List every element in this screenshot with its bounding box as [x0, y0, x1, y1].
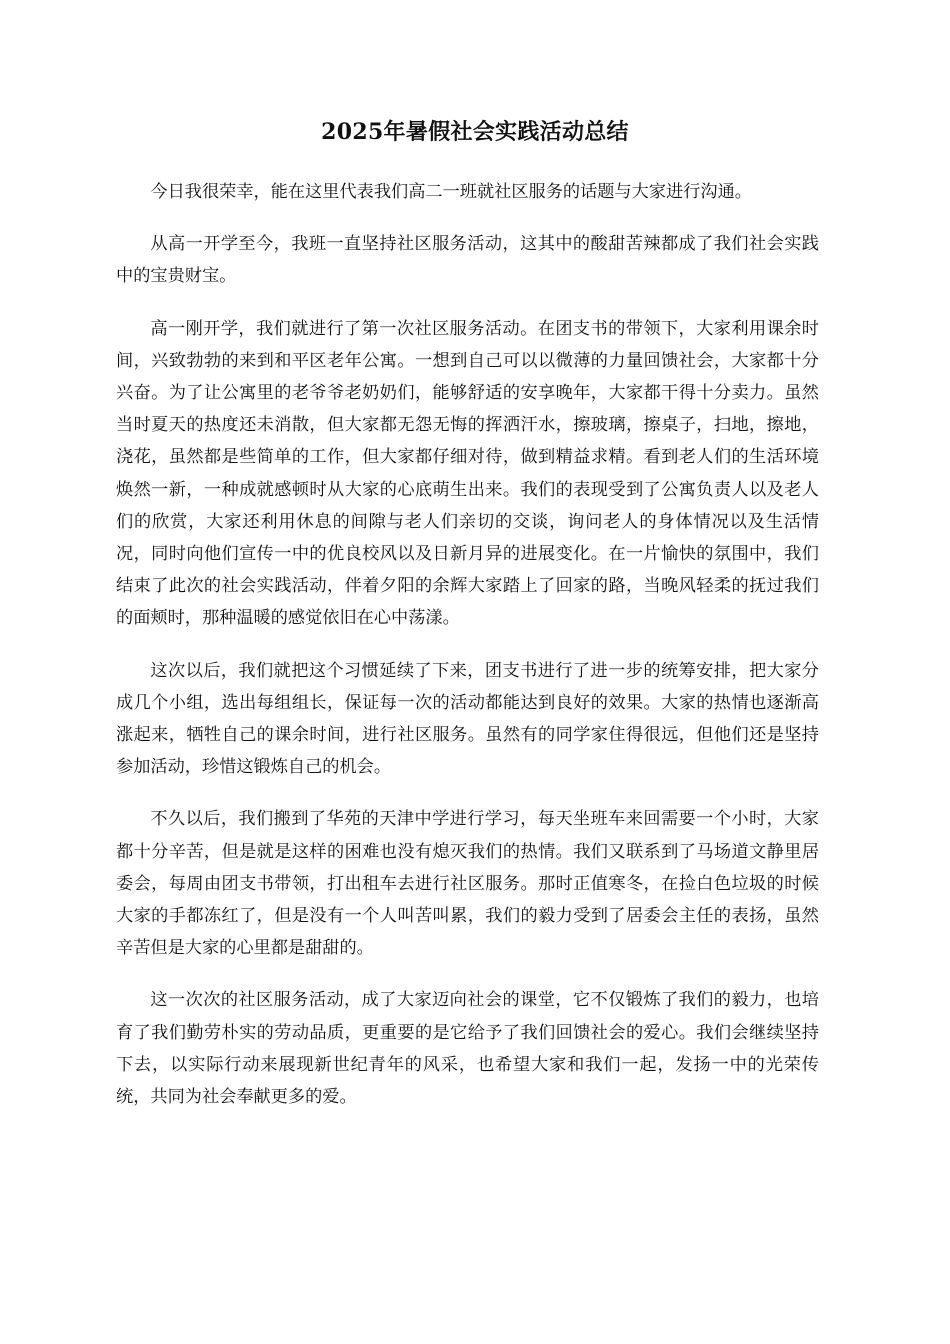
paragraph-intro: 今日我很荣幸，能在这里代表我们高二一班就社区服务的话题与大家进行沟通。: [150, 182, 752, 202]
document-body: [116, 176, 819, 1133]
document-title: 2025年暑假社会实践活动总结: [321, 119, 629, 145]
paragraph-overview: 从高一开学至今，我班一直坚持社区服务活动，这其中的酸甜苦辣都成了我们社会实践中的宝贵财宝。: [116, 234, 819, 287]
paragraph-conclusion: 这一次次的社区服务活动，成了大家迈向社会的课堂，它不仅锻炼了我们的毅力，也培育了我们勤劳朴实的劳动品质，更重要的是它给予了我们回馈社会的爱心。我们会继续坚持下去，以实际行动来展现新世纪青年的风采，也希望大家和我们一起，发扬一中的光荣传统，共同为社会奉献更多的爱。: [116, 990, 819, 1108]
paragraph-first-activity: 高一刚开学，我们就进行了第一次社区服务活动。在团支书的带领下，大家利用课余时间，兴致勃勃的来到和平区老年公寓。一想到自己可以以微薄的力量回馈社会，大家都十分兴奋。为了让公寓里的老爷爷老奶奶们，能够舒适的安享晚年，大家都干得十分卖力。虽然当时夏天的热度还未消散，但大家都无怨无悔的挥洒汗水，擦玻璃，擦桌子，扫地，擦地，浇花，虽然都是些简单的工作，但大家都仔细对待，做到精益求精。看到老人们的生活环境焕然一新，一种成就感顿时从大家的心底萌生出来。我们的表现受到了公寓负责人以及老人们的欣赏，大家还利用休息的间隙与老人们亲切的交谈，询问老人的身体情况以及生活情况，同时向他们宣传一中的优良校风以及日新月异的进展变化。在一片愉快的氛围中，我们结束了此次的社会实践活动，伴着夕阳的余辉大家踏上了回家的路，当晚风轻柔的抚过我们的面颊时，那种温暖的感觉依旧在心中荡漾。: [116, 318, 819, 629]
paragraph-continuation: 这次以后，我们就把这个习惯延续了下来，团支书进行了进一步的统筹安排，把大家分成几个小组，选出每组组长，保证每一次的活动都能达到良好的效果。大家的热情也逐渐高涨起来，牺牲自己的课余时间，进行社区服务。虽然有的同学家住得很远，但他们还是坚持参加活动，珍惜这锻炼自己的机会。: [116, 660, 819, 778]
paragraph-new-school: 不久以后，我们搬到了华苑的天津中学进行学习，每天坐班车来回需要一个小时，大家都十分辛苦，但是就是这样的困难也没有熄灭我们的热情。我们又联系到了马场道文静里居委会，每周由团支书带领，打出租车去进行社区服务。那时正值寒冬，在捡白色垃圾的时候大家的手都冻红了，但是没有一个人叫苦叫累，我们的毅力受到了居委会主任的表扬，虽然辛苦但是大家的心里都是甜甜的。: [116, 809, 819, 959]
